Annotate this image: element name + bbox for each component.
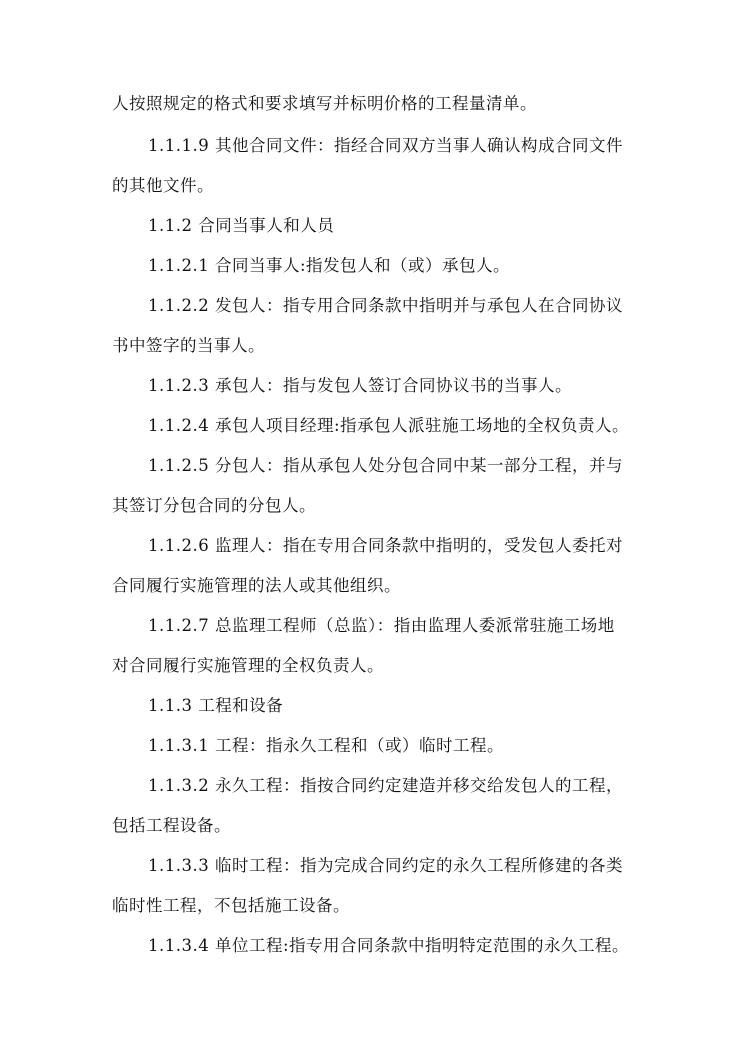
text-line: 1.1.2.2 发包人：指专用合同条款中指明并与承包人在合同协议 <box>148 296 623 315</box>
text-line: 1.1.1.9 其他合同文件：指经合同双方当事人确认构成合同文件 <box>148 136 623 155</box>
section-heading: 1.1.3 工程和设备 <box>148 696 284 715</box>
text-line: 1.1.3.3 临时工程：指为完成合同约定的永久工程所修建的各类 <box>148 856 623 875</box>
section-heading: 1.1.2 合同当事人和人员 <box>148 216 335 235</box>
text-line: 书中签字的当事人。 <box>112 336 265 355</box>
text-line: 1.1.2.4 承包人项目经理:指承包人派驻施工场地的全权负责人。 <box>148 416 630 435</box>
text-line: 1.1.3.4 单位工程:指专用合同条款中指明特定范围的永久工程。 <box>148 936 630 955</box>
text-line: 1.1.3.2 永久工程：指按合同约定建造并移交给发包人的工程， <box>148 776 623 795</box>
text-line: 1.1.2.6 监理人：指在专用合同条款中指明的，受发包人委托对 <box>148 536 623 555</box>
text-line: 1.1.3.1 工程：指永久工程和（或）临时工程。 <box>148 736 504 755</box>
text-line: 1.1.2.1 合同当事人:指发包人和（或）承包人。 <box>148 256 511 275</box>
text-line: 1.1.2.3 承包人：指与发包人签订合同协议书的当事人。 <box>148 376 572 395</box>
text-line: 临时性工程，不包括施工设备。 <box>112 896 350 915</box>
text-line: 合同履行实施管理的法人或其他组织。 <box>112 576 401 595</box>
text-line: 1.1.2.5 分包人：指从承包人处分包合同中某一部分工程，并与 <box>148 456 623 475</box>
text-line: 包括工程设备。 <box>112 816 231 835</box>
text-line: 其签订分包合同的分包人。 <box>112 496 316 515</box>
text-line: 的其他文件。 <box>112 176 214 195</box>
text-line: 对合同履行实施管理的全权负责人。 <box>112 656 384 675</box>
text-line: 人按照规定的格式和要求填写并标明价格的工程量清单。 <box>112 94 537 113</box>
text-line: 1.1.2.7 总监理工程师（总监）：指由监理人委派常驻施工场地 <box>148 616 615 635</box>
